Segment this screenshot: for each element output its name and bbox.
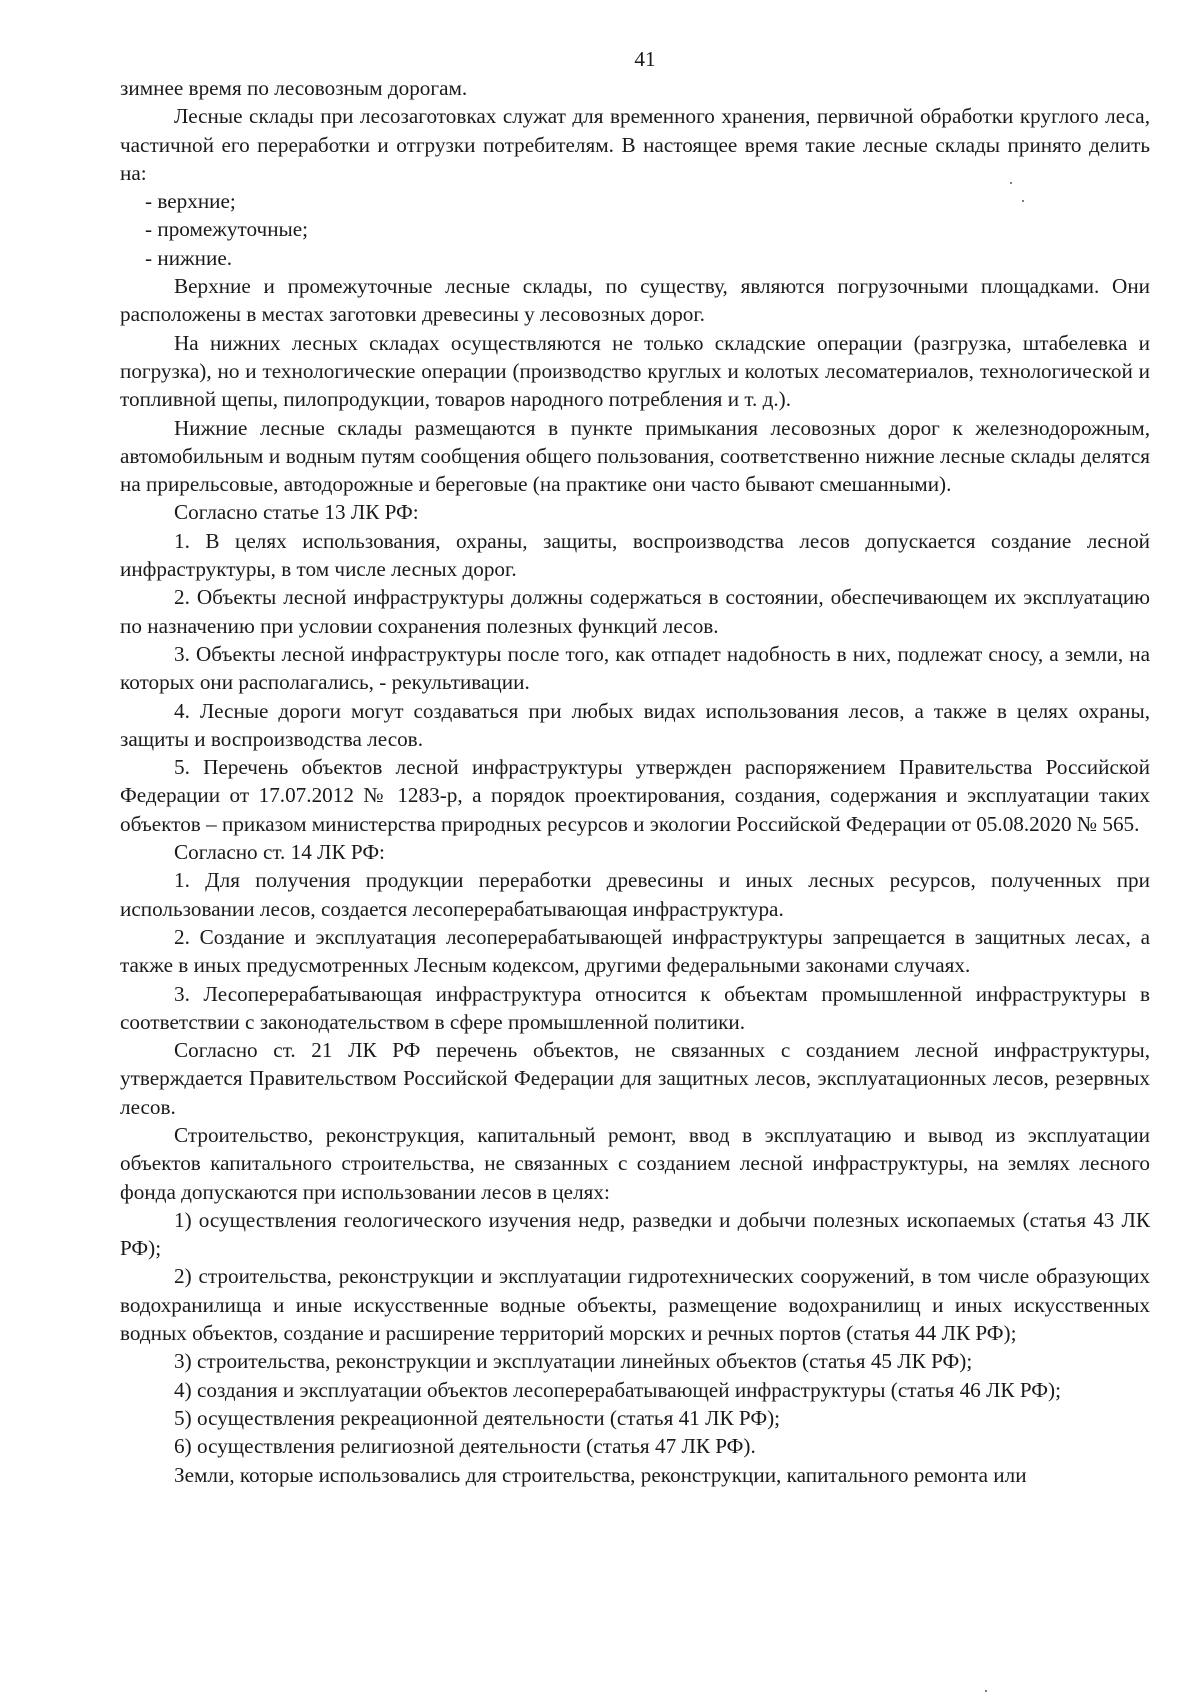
document-body: [120, 74, 1150, 1489]
document-page: [120, 44, 1150, 1489]
scan-speck: [1022, 200, 1024, 202]
paragraph: 1. В целях использования, охраны, защиты, воспроизводства лесов допускается создание лесной инфраструктуры, в том числе лесных дорог.: [120, 528, 1150, 582]
paragraph: Лесные склады при лесозаготовках служат для временного хранения, первичной обработки круглого леса, частичной его переработки и отгрузки потребителям. В настоящее время такие лесные склады принято делить на:: [120, 104, 1150, 185]
paragraph: Верхние и промежуточные лесные склады, по существу, являются погрузочными площадками. Они расположены в местах заготовки древесины у лесовозных дорог.: [120, 274, 1150, 327]
scan-speck: [1010, 182, 1012, 184]
paragraph: 2) строительства, реконструкции и эксплуатации гидротехнических сооружений, в том числе образующих водохранилища и иные искусственные водные объекты, размещение водохранилищ и иных искусственных водных объектов, создание и расширение территорий морских и речных портов (статья 44 ЛК РФ);: [120, 1264, 1150, 1346]
paragraph: 5) осуществления рекреационной деятельности (статья 41 ЛК РФ);: [174, 1405, 781, 1430]
paragraph: 3) строительства, реконструкции и эксплуатации линейных объектов (статья 45 ЛК РФ);: [174, 1349, 973, 1374]
paragraph: Согласно статье 13 ЛК РФ:: [174, 500, 419, 525]
paragraph: На нижних лесных складах осуществляются не только складские операции (разгрузка, штабелевка и погрузка), но и технологические операции (производство круглых и колотых лесоматериалов, технологической и топливной щепы, пилопродукции, товаров народного потребления и т. д.).: [120, 330, 1150, 412]
paragraph: 3. Объекты лесной инфраструктуры после того, как отпадет надобность в них, подлежат сносу, а земли, на которых они располагались, - рекультивации.: [120, 641, 1150, 695]
paragraph: Нижние лесные склады размещаются в пункте примыкания лесовозных дорог к железнодорожным, автомобильным и водным путям сообщения общего пользования, соответственно нижние лесные склады делятся на прирельсовые, автодорожные и береговые (на практике они часто бывают смешанными).: [120, 415, 1150, 497]
paragraph: 6) осуществления религиозной деятельности (статья 47 ЛК РФ).: [174, 1434, 756, 1459]
paragraph: 3. Лесоперерабатывающая инфраструктура относится к объектам промышленной инфраструктуры в соответствии с законодательством в сфере промышленной политики.: [120, 981, 1150, 1034]
list-item: - нижние.: [145, 245, 233, 270]
paragraph: 2. Объекты лесной инфраструктуры должны содержаться в состоянии, обеспечивающем их эксплуатацию по назначению при условии сохранения полезных функций лесов.: [120, 585, 1150, 638]
paragraph: 5. Перечень объектов лесной инфраструктуры утвержден распоряжением Правительства Российской Федерации от 17.07.2012 № 1283-р, а порядок проектирования, создания, содержания и эксплуатации таких объектов – приказом министерства природных ресурсов и экологии Российской Федерации от 05.08.2020 № 565.: [120, 755, 1150, 836]
paragraph: зимнее время по лесовозным дорогам.: [120, 76, 468, 100]
paragraph: Земли, которые использовались для строительства, реконструкции, капитального ремонта или: [174, 1462, 1027, 1487]
paragraph: Строительство, реконструкция, капитальный ремонт, ввод в эксплуатацию и вывод из эксплуатации объектов капитального строительства, не связанных с созданием лесной инфраструктуры, на землях лесного фонда допускаются при использовании лесов в целях:: [120, 1122, 1150, 1204]
paragraph: Согласно ст. 14 ЛК РФ:: [174, 840, 385, 865]
paragraph: 1) осуществления геологического изучения недр, разведки и добычи полезных ископаемых (статья 43 ЛК РФ);: [120, 1207, 1150, 1261]
paragraph: 4. Лесные дороги могут создаваться при любых видах использования лесов, а также в целях охраны, защиты и воспроизводства лесов.: [120, 698, 1150, 751]
list-item: - верхние;: [145, 189, 236, 214]
paragraph: 1. Для получения продукции переработки древесины и иных лесных ресурсов, полученных при использовании лесов, создается лесоперерабатывающая инфраструктура.: [120, 868, 1150, 921]
page-number: 41: [634, 47, 656, 71]
paragraph: Согласно ст. 21 ЛК РФ перечень объектов, не связанных с созданием лесной инфраструктуры, утверждается Правительством Российской Федерации для защитных лесов, эксплуатационных лесов, резервных лесов.: [120, 1038, 1150, 1119]
list-item: - промежуточные;: [145, 217, 309, 242]
paragraph: 4) создания и эксплуатации объектов лесоперерабатывающей инфраструктуры (статья 46 ЛК РФ);: [174, 1377, 1061, 1402]
scan-speck: [985, 1690, 987, 1692]
paragraph: 2. Создание и эксплуатация лесоперерабатывающей инфраструктуры запрещается в защитных лесах, а также в иных предусмотренных Лесным кодексом, другими федеральными законами случаях.: [120, 924, 1150, 978]
